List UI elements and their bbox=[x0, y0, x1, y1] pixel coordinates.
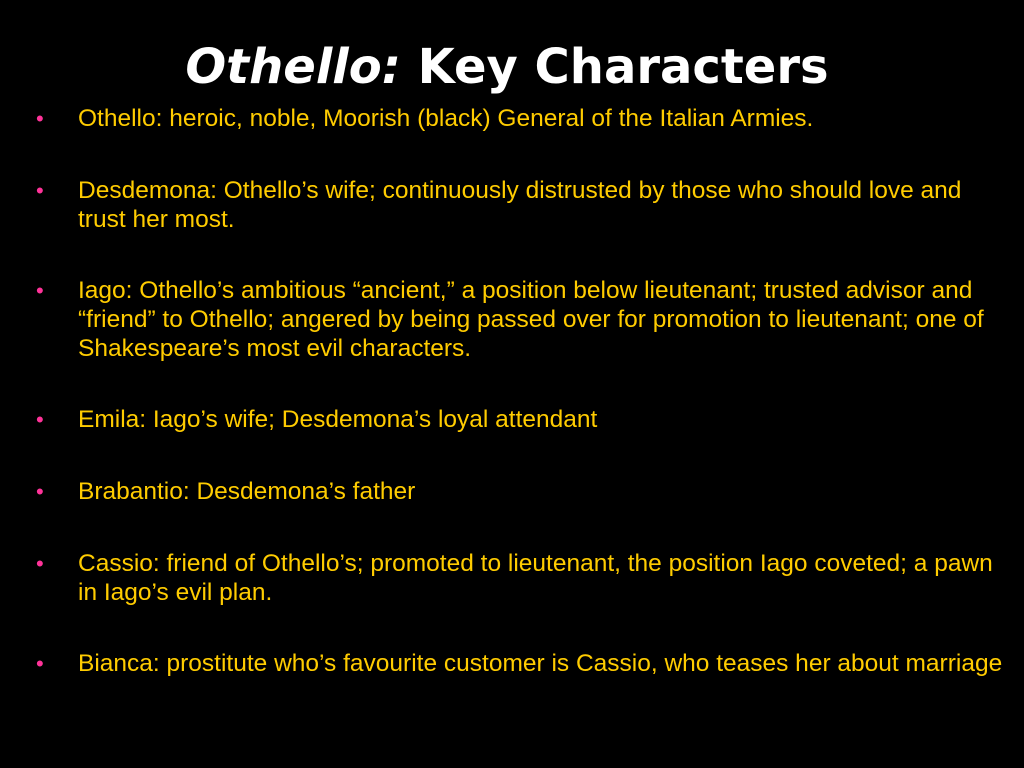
bullet-text: Bianca: prostitute who’s favourite customer is Cassio, who teases her about marriage bbox=[78, 650, 1003, 677]
bullet-text: Brabantio: Desdemona’s father bbox=[78, 478, 416, 505]
bullet-icon: • bbox=[36, 651, 44, 676]
list-item-bianca bbox=[36, 649, 1006, 678]
list-item-othello bbox=[36, 104, 1006, 133]
bullet-icon: • bbox=[36, 106, 44, 131]
bullet-text: Cassio: friend of Othello’s; promoted to lieutenant, the position Iago coveted; a pawn in Iago’s evil plan. bbox=[78, 550, 993, 606]
bullet-icon: • bbox=[36, 551, 44, 576]
list-item-cassio bbox=[36, 549, 1006, 607]
bullet-icon: • bbox=[36, 178, 44, 203]
list-item-brabantio bbox=[36, 477, 1006, 506]
bullet-icon: • bbox=[36, 278, 44, 303]
slide-title-rest: Key Characters bbox=[400, 39, 829, 95]
bullet-icon: • bbox=[36, 479, 44, 504]
bullet-text: Iago: Othello’s ambitious “ancient,” a position below lieutenant; trusted advisor and “friend” to Othello; angered by being passed over for promotion to lieutenant; one of Shakespeare’s most evil characters. bbox=[78, 277, 984, 362]
slide-title bbox=[0, 38, 1014, 96]
bullet-text: Othello: heroic, noble, Moorish (black) General of the Italian Armies. bbox=[78, 105, 814, 132]
slide-title-italic: Othello: bbox=[185, 39, 401, 95]
bullet-text: Desdemona: Othello’s wife; continuously distrusted by those who should love and trust her most. bbox=[78, 177, 962, 233]
list-item-iago bbox=[36, 276, 1006, 363]
bullet-text: Emila: Iago’s wife; Desdemona’s loyal attendant bbox=[78, 406, 598, 433]
list-item-emila bbox=[36, 405, 1006, 434]
bullet-icon: • bbox=[36, 407, 44, 432]
list-item-desdemona bbox=[36, 176, 1006, 234]
